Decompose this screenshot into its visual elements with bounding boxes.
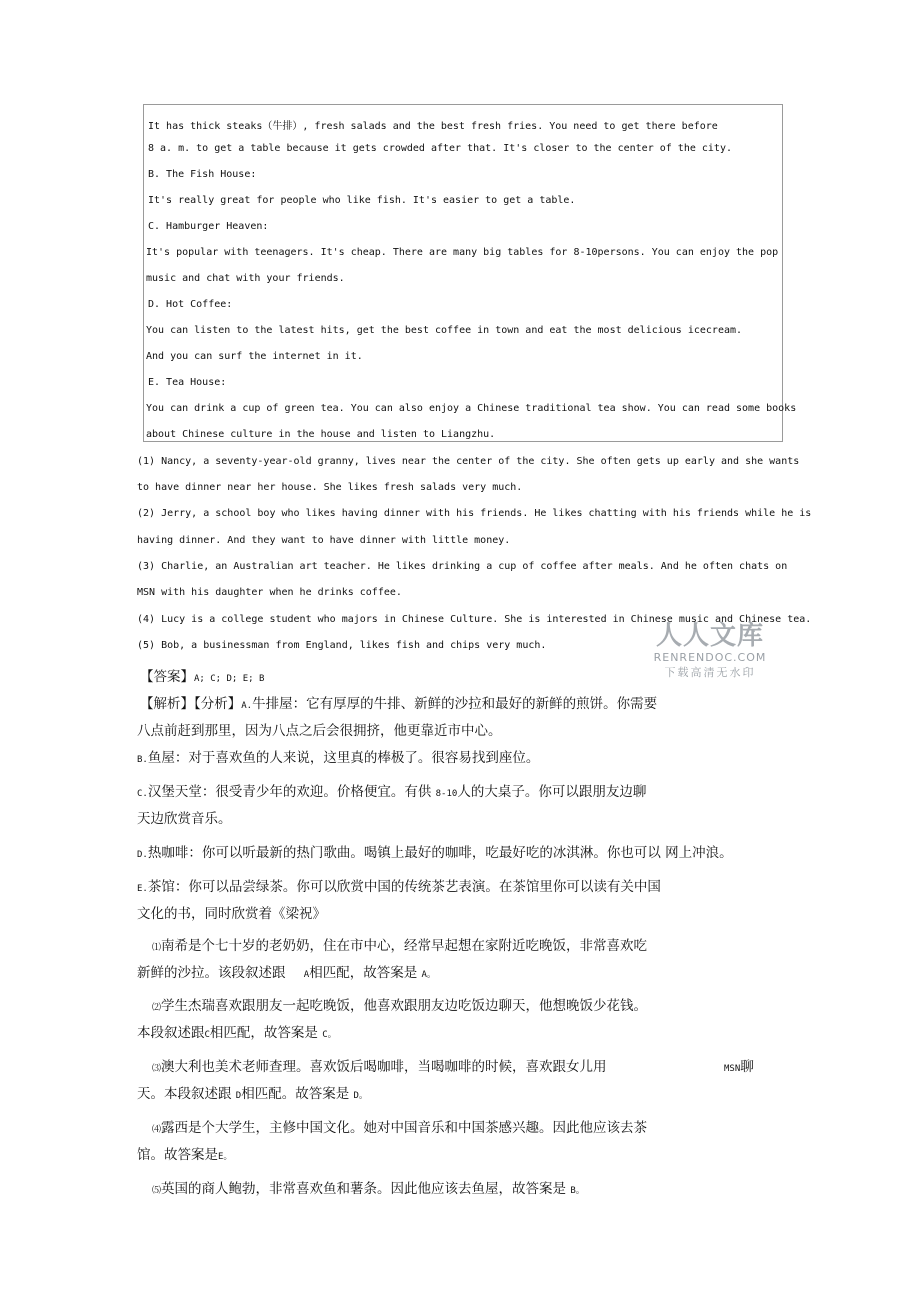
question-5-line: (5) Bob, a businessman from England, likes fish and chips very much. bbox=[137, 640, 547, 651]
watermark-slogan: 下载高清无水印 bbox=[664, 666, 756, 679]
explanation-4: ⑷露西是个大学生，主修中国文化。她对中国音乐和中国茶感兴趣。因此他应该去茶 bbox=[152, 1120, 648, 1136]
analysis-line-c2: 天边欣赏音乐。 bbox=[137, 811, 232, 827]
passage-line: You can drink a cup of green tea. You can also enjoy a Chinese traditional tea show. You can read some books bbox=[146, 403, 797, 414]
answer-label: 【答案】 bbox=[140, 669, 194, 685]
question-1-line: to have dinner near her house. She likes fresh salads very much. bbox=[137, 482, 523, 493]
passage-line: 8 a. m. to get a table because it gets crowded after that. It's closer to the center of the city. bbox=[148, 143, 732, 154]
passage-option-c-title: C. Hamburger Heaven: bbox=[148, 221, 269, 232]
passage-box bbox=[143, 104, 797, 442]
watermark-domain: RENRENDOC.COM bbox=[653, 651, 767, 664]
analysis-line-e: E.茶馆：你可以品尝绿茶。你可以欣赏中国的传统茶艺表演。在茶馆里你可以读有关中国 bbox=[137, 879, 661, 895]
explanation-1-line2: 新鲜的沙拉。该段叙述跟 A相匹配，故答案是 A。 bbox=[137, 965, 436, 981]
analysis-line-e2: 文化的书，同时欣赏着《梁祝》 bbox=[137, 906, 326, 922]
explanation-3: ⑶澳大利也美术老师查理。喜欢饭后喝咖啡，当喝咖啡的时候，喜欢跟女儿用 bbox=[152, 1059, 607, 1075]
analysis-line-a: 【解析】【分析】A.牛排屋：它有厚厚的牛排、新鲜的沙拉和最好的新鲜的煎饼。你需要 bbox=[140, 696, 658, 712]
analysis-line-c: C.汉堡天堂：很受青少年的欢迎。价格便宜。有供 8-10人的大桌子。你可以跟朋友边聊 bbox=[137, 784, 647, 800]
answer-line bbox=[140, 665, 264, 685]
analysis-line-d: D.热咖啡：你可以听最新的热门歌曲。喝镇上最好的咖啡，吃最好吃的冰淇淋。你也可以 网上冲浪。 bbox=[137, 845, 733, 861]
explanation-3-line2: 天。本段叙述跟 D相匹配。故答案是 D。 bbox=[137, 1086, 368, 1102]
question-3-line: (3) Charlie, an Australian art teacher. He likes drinking a cup of coffee after meals. And he often chats on bbox=[137, 561, 788, 572]
passage-line: It's popular with teenagers. It's cheap. There are many big tables for 8-10persons. You can enjoy the pop bbox=[146, 247, 779, 258]
passage-line: You can listen to the latest hits, get the best coffee in town and eat the most delicious icecream. bbox=[146, 325, 743, 336]
passage-line: It's really great for people who like fish. It's easier to get a table. bbox=[148, 195, 576, 206]
passage-line: And you can surf the internet in it. bbox=[146, 351, 363, 362]
passage-option-d-title: D. Hot Coffee: bbox=[148, 299, 233, 310]
analysis-line-b: B.鱼屋：对于喜欢鱼的人来说，这里真的棒极了。很容易找到座位。 bbox=[137, 750, 540, 766]
explanation-5: ⑸英国的商人鲍勃，非常喜欢鱼和薯条。因此他应该去鱼屋，故答案是 B。 bbox=[152, 1181, 585, 1197]
analysis-line-a2: 八点前赶到那里，因为八点之后会很拥挤，他更靠近市中心。 bbox=[137, 723, 502, 739]
question-4-line: (4) Lucy is a college student who majors in Chinese Culture. She is interested in Chinese music and Chinese tea. bbox=[137, 614, 812, 625]
explanation-1: ⑴南希是个七十岁的老奶奶，住在市中心，经常早起想在家附近吃晚饭，非常喜欢吃 bbox=[152, 938, 648, 954]
passage-line: music and chat with your friends. bbox=[146, 273, 345, 284]
renrendoc-watermark bbox=[645, 622, 775, 680]
analysis-label: 【解析】【分析】 bbox=[140, 696, 242, 712]
passage-option-e-title: E. Tea House: bbox=[148, 377, 227, 388]
explanation-4-line2: 馆。故答案是E。 bbox=[137, 1147, 233, 1163]
question-3-line: MSN with his daughter when he drinks coffee. bbox=[137, 587, 402, 598]
explanation-2: ⑵学生杰瑞喜欢跟朋友一起吃晚饭，他喜欢跟朋友边吃饭边聊天，他想晚饭少花钱。 bbox=[152, 998, 648, 1014]
question-2-line: (2) Jerry, a school boy who likes having dinner with his friends. He likes chatting with his friends while he is bbox=[137, 508, 812, 519]
passage-line: It has thick steaks（牛排）, fresh salads and the best fresh fries. You need to get there before bbox=[148, 121, 718, 132]
explanation-3-msn: MSN聊 bbox=[724, 1059, 754, 1075]
passage-line: about Chinese culture in the house and listen to Liangzhu. bbox=[146, 429, 496, 440]
passage-option-b-title: B. The Fish House: bbox=[148, 169, 257, 180]
answer-value: A; C; D; E; B bbox=[194, 674, 265, 684]
question-2-line: having dinner. And they want to have dinner with little money. bbox=[137, 535, 511, 546]
question-1-line: (1) Nancy, a seventy-year-old granny, lives near the center of the city. She often gets up early and she wants bbox=[137, 456, 800, 467]
explanation-2-line2: 本段叙述跟C相匹配，故答案是 C。 bbox=[137, 1025, 337, 1041]
watermark-title: 人人文库 bbox=[655, 621, 764, 651]
